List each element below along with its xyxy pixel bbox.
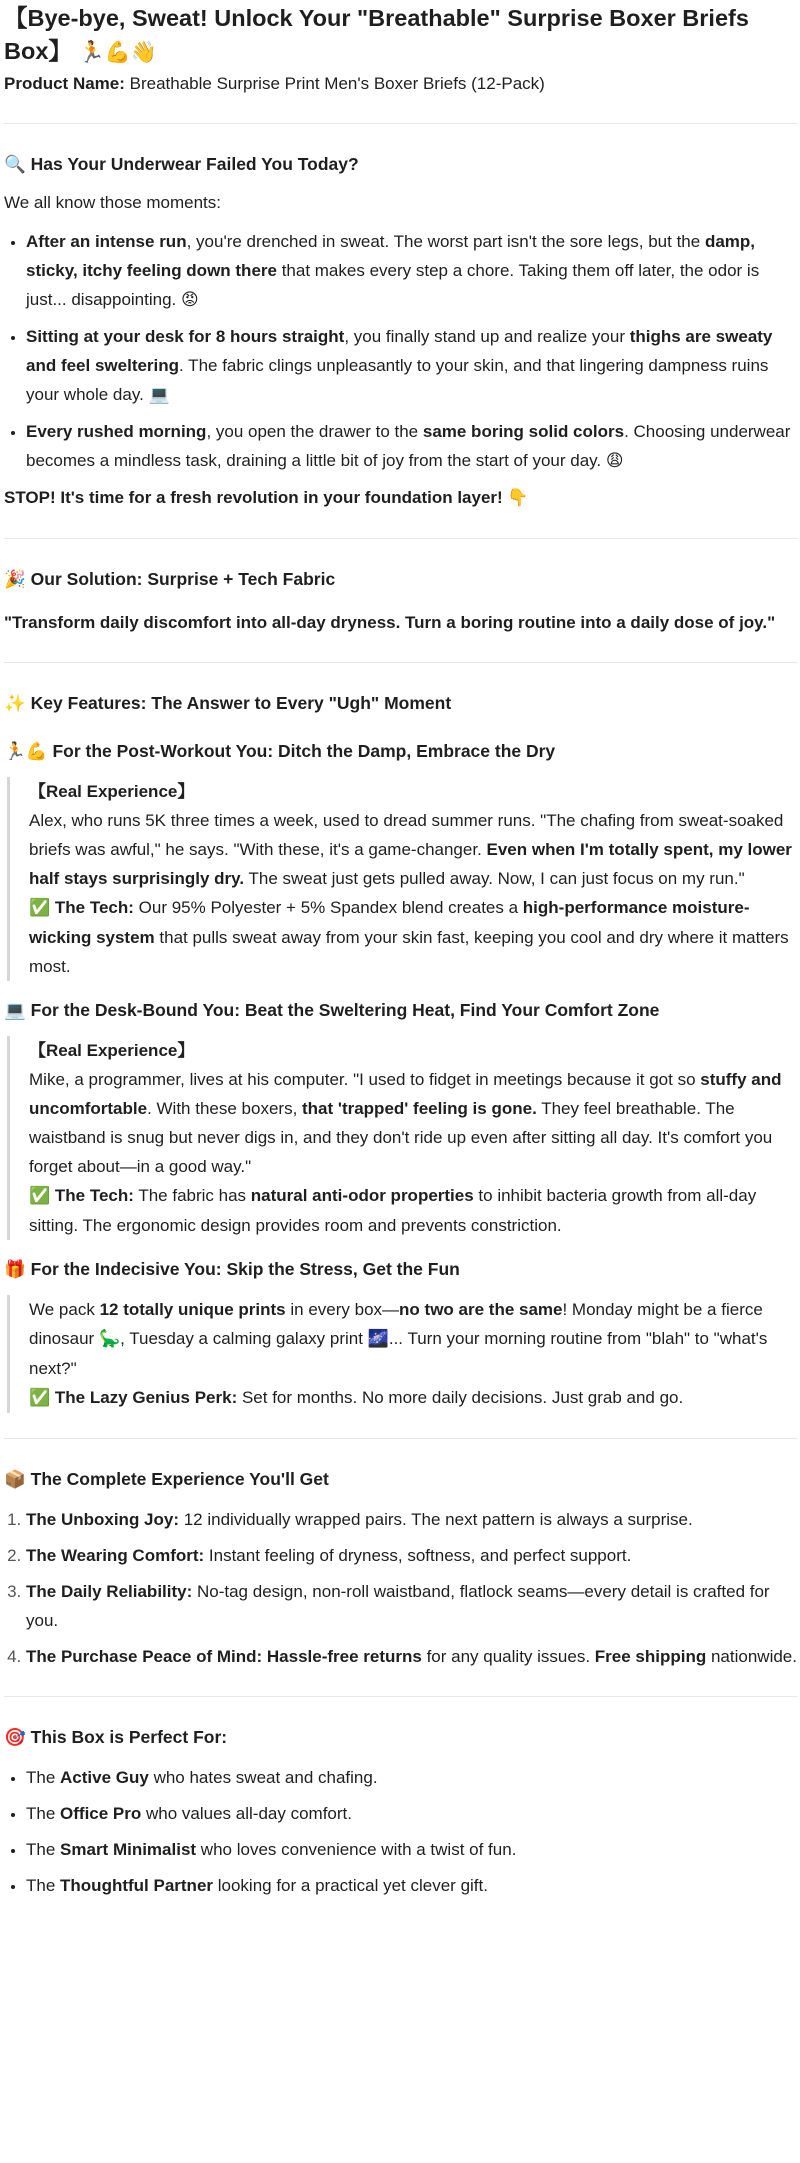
divider: [4, 538, 798, 539]
package-icon: 📦: [4, 1470, 26, 1490]
text: No-tag design, non-roll waistband, flatlock seams—every detail is crafted for you.: [26, 1582, 770, 1630]
dinosaur-icon: 🦕: [98, 1329, 121, 1349]
bold-text: that 'trapped' feeling is gone.: [302, 1099, 537, 1118]
stop-text: STOP! It's time for a fresh revolution in your foundation layer!: [4, 488, 508, 507]
section-heading-features: [4, 688, 798, 719]
bold-text: Every rushed morning: [26, 422, 207, 441]
bold-text: The Tech:: [50, 1186, 134, 1205]
text: Mike, a programmer, lives at his computer. "I used to fidget in meetings because it got so: [29, 1070, 701, 1089]
check-mark-icon: ✅: [29, 1186, 51, 1206]
tech-note: [29, 893, 798, 981]
audience-list: [4, 1763, 798, 1900]
section-heading-text: Key Features: The Answer to Every "Ugh" Moment: [30, 693, 452, 713]
pointing-down-icon: 👇: [507, 488, 529, 508]
check-mark-icon: ✅: [29, 898, 51, 918]
feature-text: [29, 1295, 798, 1383]
text: for any quality issues.: [421, 1647, 595, 1666]
text: , you open the drawer to the: [206, 422, 423, 441]
text: 12 individually wrapped pairs. The next pattern is always a surprise.: [179, 1510, 693, 1529]
bold-text: The Lazy Genius Perk:: [50, 1388, 238, 1407]
bold-text: The Tech:: [50, 898, 134, 917]
list-item: [26, 1799, 798, 1828]
weary-face-icon: 😩: [605, 451, 624, 471]
list-item: [26, 227, 798, 315]
feature-heading-text: For the Post-Workout You: Ditch the Damp, Embrace the Dry: [52, 741, 556, 761]
perk-note: [29, 1383, 798, 1413]
text: that pulls sweat away from your skin fast, keeping you cool and dry where it matters most.: [29, 928, 789, 976]
testimonial-text: [29, 1065, 798, 1181]
text: We pack: [29, 1300, 100, 1319]
laptop-icon: 💻: [148, 385, 170, 405]
text: ! Monday might be a fierce dinosaur: [29, 1300, 763, 1348]
feature-heading-text: For the Indecisive You: Skip the Stress, Get the Fun: [30, 1259, 460, 1279]
bold-text: Smart Minimalist: [60, 1840, 197, 1859]
text: They feel breathable. The waistband is snug but never digs in, and they don't ride up even after sitting all day. It's comfort you forget about—in a good way.": [29, 1099, 773, 1176]
bold-text: same boring solid colors: [422, 422, 625, 441]
text: The fabric has: [133, 1186, 251, 1205]
text: who hates sweat and chafing.: [148, 1768, 378, 1787]
laptop-icon: 💻: [4, 1001, 26, 1021]
text: The: [26, 1876, 61, 1895]
product-name-value: Breathable Surprise Print Men's Boxer Briefs (12-Pack): [124, 74, 545, 93]
stop-callout: [4, 483, 798, 513]
product-name-label: Product Name:: [4, 74, 125, 93]
list-item: [26, 1871, 798, 1900]
text: . With these boxers,: [147, 1099, 303, 1118]
text: Instant feeling of dryness, softness, and perfect support.: [204, 1546, 632, 1565]
section-heading-problem: [4, 149, 798, 180]
real-experience-label: 【Real Experience】: [29, 782, 195, 801]
text: ... Turn your morning routine from "blah" to "what's next?": [29, 1329, 768, 1378]
section-heading-experience: [4, 1464, 798, 1495]
sparkles-icon: ✨: [4, 694, 26, 714]
feature-heading-text: For the Desk-Bound You: Beat the Sweltering Heat, Find Your Comfort Zone: [30, 1000, 660, 1020]
runner-muscle-icon: 🏃💪: [4, 742, 48, 762]
text: The: [26, 1804, 61, 1823]
bold-text: Sitting at your desk for 8 hours straight: [26, 327, 345, 346]
bold-text: The Wearing Comfort:: [26, 1546, 205, 1565]
bold-text: The Daily Reliability:: [26, 1582, 193, 1601]
bold-text: Even when I'm totally spent, my lower half stays surprisingly dry.: [29, 840, 792, 888]
divider: [4, 662, 798, 663]
bold-text: damp, sticky, itchy feeling down there: [26, 232, 755, 280]
text: Set for months. No more daily decisions. Just grab and go.: [237, 1388, 684, 1407]
feature-heading-indecisive: [4, 1254, 798, 1285]
target-icon: 🎯: [4, 1728, 26, 1748]
list-item: [26, 1505, 798, 1534]
text: nationwide.: [706, 1647, 797, 1666]
section-heading-text: The Complete Experience You'll Get: [30, 1469, 329, 1489]
real-experience-label: 【Real Experience】: [29, 1041, 195, 1060]
bold-text: Thoughtful Partner: [60, 1876, 214, 1895]
list-item: [26, 1763, 798, 1792]
text: . Choosing underwear becomes a mindless task, draining a little bit of joy from the start of your day.: [26, 422, 791, 470]
galaxy-icon: 🌌: [367, 1329, 389, 1349]
list-item: [26, 1835, 798, 1864]
text: . The fabric clings unpleasantly to your skin, and that lingering dampness ruins your whole day.: [26, 356, 769, 404]
feature-heading-desk: [4, 995, 798, 1026]
testimonial-text: [29, 806, 798, 893]
gift-icon: 🎁: [4, 1260, 26, 1280]
section-heading-solution: [4, 564, 798, 595]
bold-text: The Unboxing Joy:: [26, 1510, 179, 1529]
text: that makes every step a chore. Taking them off later, the odor is just... disappointing.: [26, 261, 760, 309]
bold-text: natural anti-odor properties: [250, 1186, 474, 1205]
list-item: [26, 417, 798, 476]
text: The sweat just gets pulled away. Now, I can just focus on my run.": [244, 869, 745, 888]
problem-list: [4, 227, 798, 476]
title-text: 【Bye-bye, Sweat! Unlock Your "Breathable" Surprise Boxer Briefs Box】: [4, 5, 749, 64]
bold-text: 12 totally unique prints: [99, 1300, 286, 1319]
page-title: [4, 2, 798, 69]
text: to inhibit bacteria growth from all-day sitting. The ergonomic design provides room and prevents constriction.: [29, 1186, 757, 1235]
list-item: [26, 1541, 798, 1570]
text: who loves convenience with a twist of fun.: [196, 1840, 517, 1859]
section-heading-text: Our Solution: Surprise + Tech Fabric: [30, 569, 336, 589]
text: , you finally stand up and realize your: [344, 327, 630, 346]
blockquote-workout: [7, 777, 798, 981]
feature-heading-workout: [4, 736, 798, 767]
list-item: [26, 1642, 798, 1671]
section-heading-text: This Box is Perfect For:: [30, 1727, 228, 1747]
text: looking for a practical yet clever gift.: [213, 1876, 488, 1895]
bold-text: stuffy and uncomfortable: [29, 1070, 782, 1118]
section-heading-text: Has Your Underwear Failed You Today?: [30, 154, 359, 174]
bold-text: high-performance moisture-wicking system: [29, 898, 750, 947]
text: , you're drenched in sweat. The worst part isn't the sore legs, but the: [186, 232, 705, 251]
title-emoji-icons: 🏃💪👋: [78, 40, 157, 64]
text: Our 95% Polyester + 5% Spandex blend creates a: [133, 898, 523, 917]
text: , Tuesday a calming galaxy print: [120, 1329, 368, 1348]
text: The: [26, 1768, 61, 1787]
bold-text: The Purchase Peace of Mind: Hassle-free returns: [26, 1647, 422, 1666]
blockquote-indecisive: [7, 1295, 798, 1413]
bold-text: no two are the same: [399, 1300, 563, 1319]
product-name: [4, 69, 798, 98]
text: The: [26, 1840, 61, 1859]
bold-text: Active Guy: [60, 1768, 149, 1787]
bold-text: thighs are sweaty and feel sweltering: [26, 327, 773, 375]
section-heading-audience: [4, 1722, 798, 1753]
text: who values all-day comfort.: [141, 1804, 352, 1823]
angry-face-icon: 😡: [180, 290, 199, 310]
document: [0, 2, 798, 1900]
magnifier-icon: 🔍: [4, 155, 26, 175]
check-mark-icon: ✅: [29, 1388, 51, 1408]
divider: [4, 123, 798, 124]
divider: [4, 1438, 798, 1439]
bold-text: Free shipping: [594, 1647, 707, 1666]
divider: [4, 1696, 798, 1697]
text: Alex, who runs 5K three times a week, used to dread summer runs. "The chafing from sweat-soaked briefs was awful," he says. "With these, it's a game-changer.: [29, 811, 784, 859]
bold-text: Office Pro: [60, 1804, 142, 1823]
text: in every box—: [285, 1300, 400, 1319]
bold-text: After an intense run: [26, 232, 187, 251]
list-item: [26, 322, 798, 410]
experience-list: [4, 1505, 798, 1671]
tech-note: [29, 1181, 798, 1240]
intro-text: We all know those moments:: [4, 193, 221, 212]
solution-quote: "Transform daily discomfort into all-day dryness. Turn a boring routine into a daily dose of joy.": [4, 613, 776, 632]
party-popper-icon: 🎉: [4, 570, 26, 590]
blockquote-desk: [7, 1036, 798, 1240]
list-item: [26, 1577, 798, 1635]
